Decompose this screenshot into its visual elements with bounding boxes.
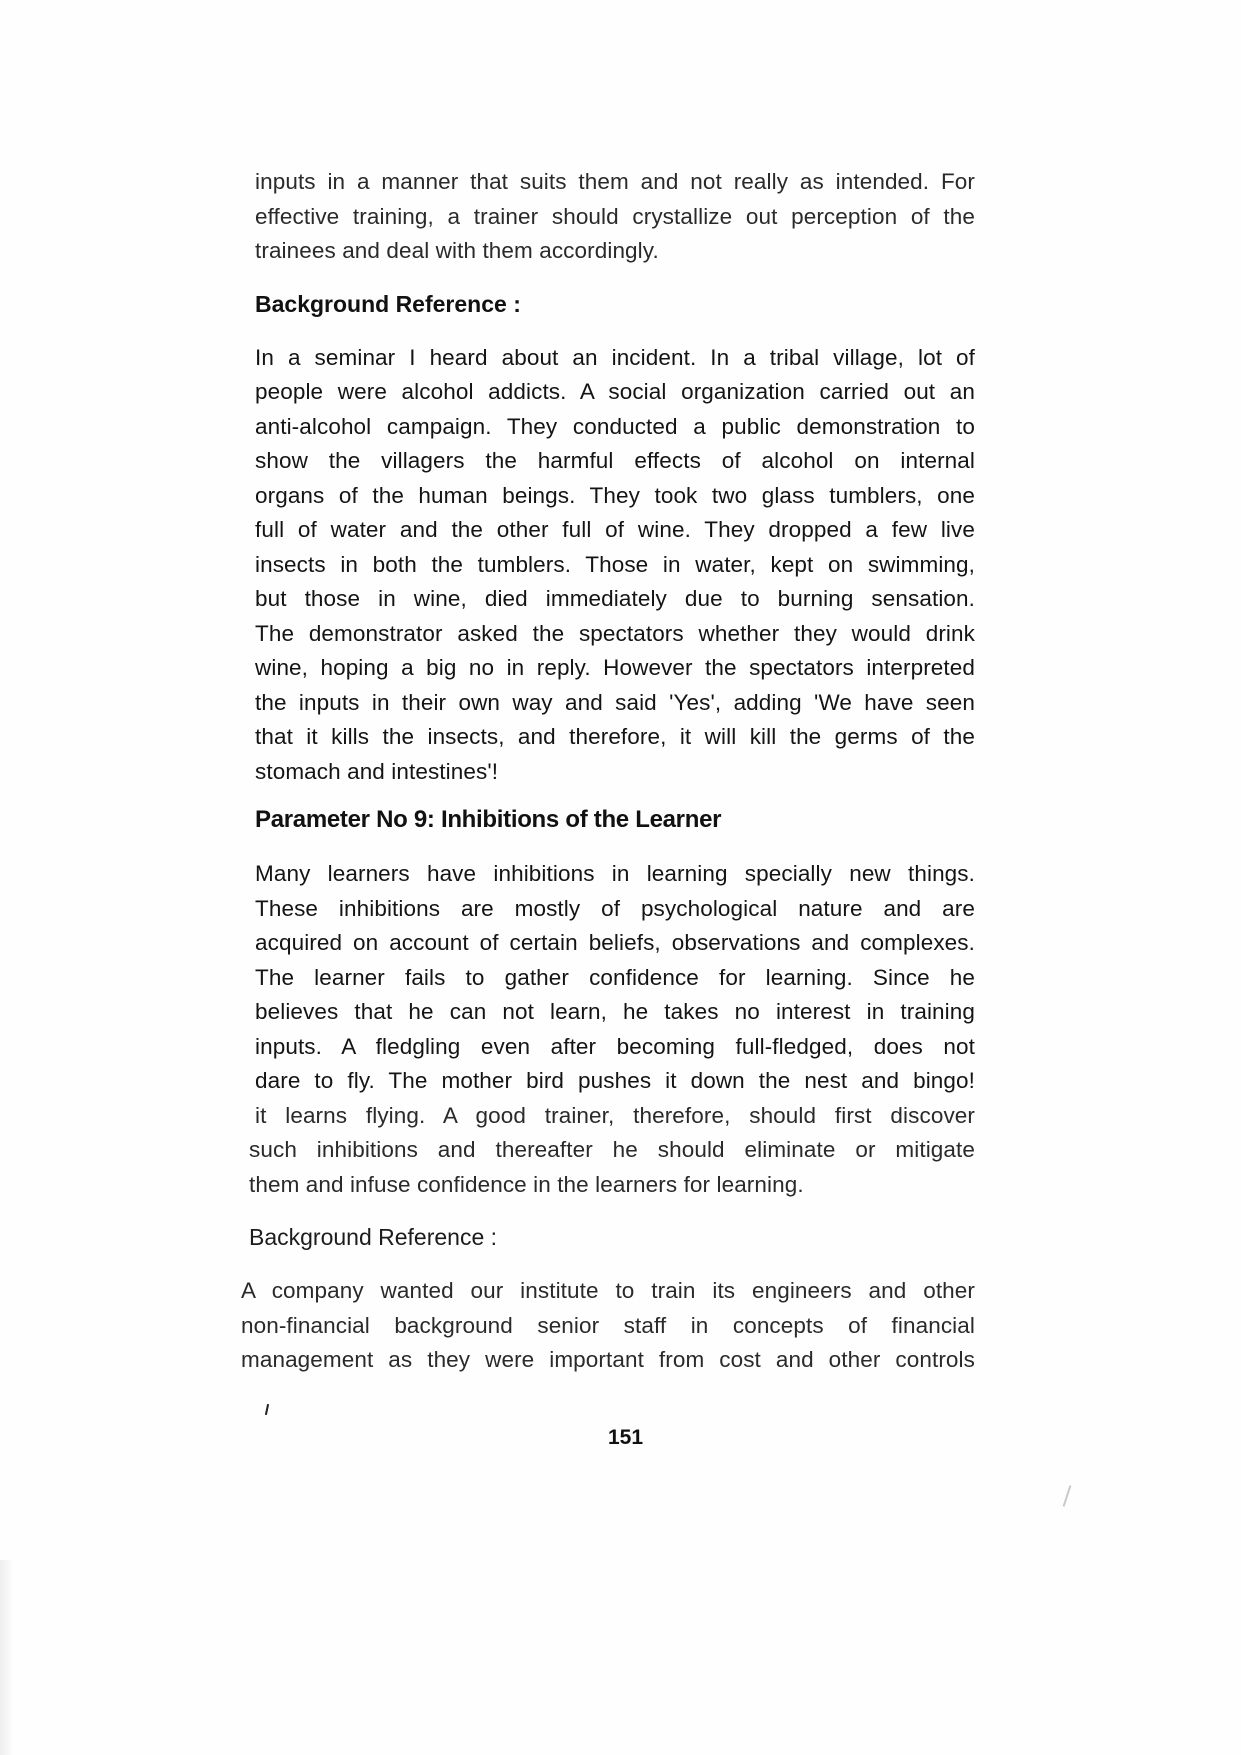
text-line: A company wanted our institute to train its engineers and other: [241, 1278, 975, 1303]
text-line: show the villagers the harmful effects of alcohol on internal: [255, 448, 975, 473]
section-heading-parameter-9: [255, 803, 975, 837]
text-line: stomach and intestines'!: [255, 758, 499, 784]
text-line: anti-alcohol campaign. They conducted a public demonstration to: [255, 413, 975, 439]
text-line: the inputs in their own way and said 'Yes', adding 'We have seen: [255, 689, 975, 715]
background-reference-paragraph-1: [255, 341, 975, 790]
text-line: believes that he can not learn, he takes no interest in training: [255, 999, 975, 1024]
text-line: insects in both the tumblers. Those in water, kept on swimming,: [255, 551, 975, 577]
text-line: full of water and the other full of wine. They dropped a few live: [255, 517, 975, 542]
text-line: but those in wine, died immediately due to burning sensation.: [255, 586, 975, 611]
text-line: inputs in a manner that suits them and not really as intended. For: [255, 169, 975, 194]
text-line: The learner fails to gather confidence for learning. Since he: [255, 964, 975, 990]
text-line: The demonstrator asked the spectators whether they would drink: [255, 620, 975, 646]
text-line: effective training, a trainer should crystallize out perception of the: [255, 203, 975, 229]
text-line: non-financial background senior staff in concepts of financial: [241, 1312, 975, 1338]
text-line: that it kills the insects, and therefore, it will kill the germs of the: [255, 724, 975, 749]
background-reference-paragraph-2: [241, 1274, 975, 1378]
text-line: wine, hoping a big no in reply. However the spectators interpreted: [255, 655, 975, 680]
text-line: These inhibitions are mostly of psychological nature and are: [255, 895, 975, 921]
section-heading-background-reference-2: Background Reference :: [249, 1224, 498, 1250]
section-heading-background-reference: Background Reference :: [255, 290, 521, 317]
heading-bold-part: Parameter No 9: Inhibitions: [255, 806, 559, 833]
text-line: people were alcohol addicts. A social organization carried out an: [255, 379, 975, 404]
text-line: acquired on account of certain beliefs, observations and complexes.: [255, 930, 975, 955]
text-line: it learns flying. A good trainer, therefore, should first discover: [255, 1102, 975, 1128]
heading-rest-part: of the Learner: [558, 806, 722, 833]
text-line: management as they were important from cost and other controls: [241, 1347, 975, 1372]
page-number: 151: [607, 1426, 644, 1449]
intro-paragraph: [255, 165, 975, 269]
text-line: such inhibitions and thereafter he should eliminate or mitigate: [249, 1137, 975, 1162]
text-line: Many learners have inhibitions in learning specially new things.: [255, 861, 975, 886]
text-line: them and infuse confidence in the learners for learning.: [249, 1171, 804, 1197]
text-line: trainees and deal with them accordingly.: [255, 238, 659, 263]
scan-artifact-tick: [265, 1404, 269, 1415]
scan-artifact-mark: [1063, 1485, 1072, 1507]
scan-edge-shadow: [0, 1560, 14, 1755]
text-line: inputs. A fledgling even after becoming full-fledged, does not: [255, 1033, 975, 1059]
text-column: [241, 165, 975, 1378]
text-line: In a seminar I heard about an incident. In a tribal village, lot of: [255, 344, 975, 370]
text-line: organs of the human beings. They took two glass tumblers, one: [255, 482, 975, 508]
inhibitions-paragraph: [249, 857, 975, 1202]
text-line: dare to fly. The mother bird pushes it down the nest and bingo!: [255, 1068, 975, 1093]
